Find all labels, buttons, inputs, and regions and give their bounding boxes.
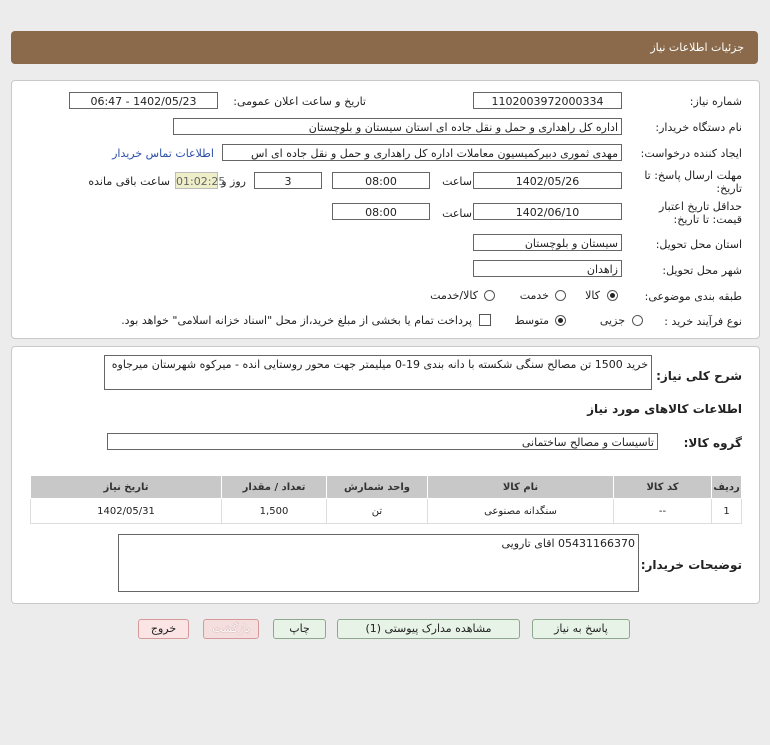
- validity-label-2: قیمت: تا تاریخ:: [673, 213, 742, 226]
- contact-info-link[interactable]: اطلاعات تماس خریدار: [112, 147, 214, 160]
- need-number-label: شماره نیاز:: [689, 95, 742, 108]
- process-medium-radio[interactable]: [555, 315, 566, 326]
- page-header: [11, 31, 758, 64]
- back-button[interactable]: بازگشت: [203, 619, 259, 639]
- buyer-org-field: اداره کل راهداری و حمل و نقل جاده ای استان سیستان و بلوچستان: [173, 118, 622, 135]
- cell-row: 1: [712, 499, 742, 524]
- category-service-label: خدمت: [519, 289, 549, 302]
- days-label: روز و: [221, 175, 246, 188]
- col-qty: تعداد / مقدار: [222, 476, 327, 499]
- treasury-payment-note: پرداخت تمام یا بخشی از مبلغ خرید،از محل "اسناد خزانه اسلامی" خواهد بود.: [121, 314, 472, 327]
- remaining-time-field: 01:02:25: [175, 172, 218, 189]
- cell-date: 1402/05/31: [31, 499, 222, 524]
- goods-table: [30, 475, 742, 524]
- category-goods-radio[interactable]: [607, 290, 618, 301]
- deadline-label-2: تاریخ:: [716, 182, 742, 195]
- cell-code: --: [614, 499, 712, 524]
- goods-group-label: گروه کالا:: [683, 436, 742, 450]
- process-partial-label: جزیی: [599, 314, 625, 327]
- validity-time-field: 08:00: [332, 203, 430, 220]
- city-label: شهر محل تحویل:: [662, 264, 742, 277]
- category-label: طبقه بندی موضوعی:: [644, 290, 742, 303]
- buyer-notes-text: 05431166370 اقای تارویی: [501, 537, 635, 550]
- remaining-label: ساعت باقی مانده: [88, 175, 170, 188]
- province-label: استان محل تحویل:: [655, 238, 742, 251]
- goods-info-title: اطلاعات کالاهای مورد نیاز: [587, 402, 742, 416]
- validity-date-field: 1402/06/10: [473, 203, 622, 220]
- cell-name: سنگدانه مصنوعی: [428, 499, 614, 524]
- attachments-button[interactable]: مشاهده مدارک پیوستی (1): [337, 619, 520, 639]
- deadline-date-field: 1402/05/26: [473, 172, 622, 189]
- province-field: سیستان و بلوچستان: [473, 234, 622, 251]
- deadline-time-label: ساعت: [442, 175, 472, 188]
- category-goods-service-label: کالا/خدمت: [430, 289, 478, 302]
- process-partial-radio[interactable]: [632, 315, 643, 326]
- col-date: تاریخ نیاز: [31, 476, 222, 499]
- category-service-radio[interactable]: [555, 290, 566, 301]
- validity-time-label: ساعت: [442, 207, 472, 220]
- deadline-label-1: مهلت ارسال پاسخ: تا: [644, 169, 742, 182]
- need-number-field: 1102003972000334: [473, 92, 622, 109]
- page-title: جزئیات اطلاعات نیاز: [650, 41, 744, 54]
- goods-group-field: تاسیسات و مصالح ساختمانی: [107, 433, 658, 450]
- requester-label: ایجاد کننده درخواست:: [640, 147, 742, 160]
- exit-button[interactable]: خروج: [138, 619, 189, 639]
- days-field: 3: [254, 172, 322, 189]
- validity-label-1: حداقل تاریخ اعتبار: [658, 200, 742, 213]
- col-name: نام کالا: [428, 476, 614, 499]
- table-header-row: [31, 476, 742, 499]
- summary-text: خرید 1500 تن مصالح سنگی شکسته با دانه بندی 19-0 میلیمتر جهت محور روستایی انده - میرکوه شهرستان میرجاوه: [111, 358, 648, 371]
- buyer-org-label: نام دستگاه خریدار:: [655, 121, 742, 134]
- process-label: نوع فرآیند خرید :: [664, 315, 742, 328]
- requester-field: مهدی ثموری دبیرکمیسیون معاملات اداره کل راهداری و حمل و نقل جاده ای اس: [222, 144, 622, 161]
- buyer-notes-field: [118, 534, 639, 592]
- table-row: [31, 499, 742, 524]
- treasury-payment-checkbox[interactable]: [479, 314, 491, 326]
- category-goods-service-radio[interactable]: [484, 290, 495, 301]
- process-medium-label: متوسط: [514, 314, 549, 327]
- cell-qty: 1,500: [222, 499, 327, 524]
- deadline-time-field: 08:00: [332, 172, 430, 189]
- summary-label: شرح کلی نیاز:: [656, 369, 742, 383]
- col-row: ردیف: [712, 476, 742, 499]
- announce-field: 1402/05/23 - 06:47: [69, 92, 218, 109]
- city-field: زاهدان: [473, 260, 622, 277]
- category-goods-label: کالا: [585, 289, 600, 302]
- col-unit: واحد شمارش: [327, 476, 428, 499]
- buyer-notes-label: توضیحات خریدار:: [640, 558, 742, 572]
- col-code: کد کالا: [614, 476, 712, 499]
- print-button[interactable]: چاپ: [273, 619, 326, 639]
- summary-field: [104, 355, 652, 390]
- announce-label: تاریخ و ساعت اعلان عمومی:: [233, 95, 366, 108]
- cell-unit: تن: [327, 499, 428, 524]
- reply-button[interactable]: پاسخ به نیاز: [532, 619, 630, 639]
